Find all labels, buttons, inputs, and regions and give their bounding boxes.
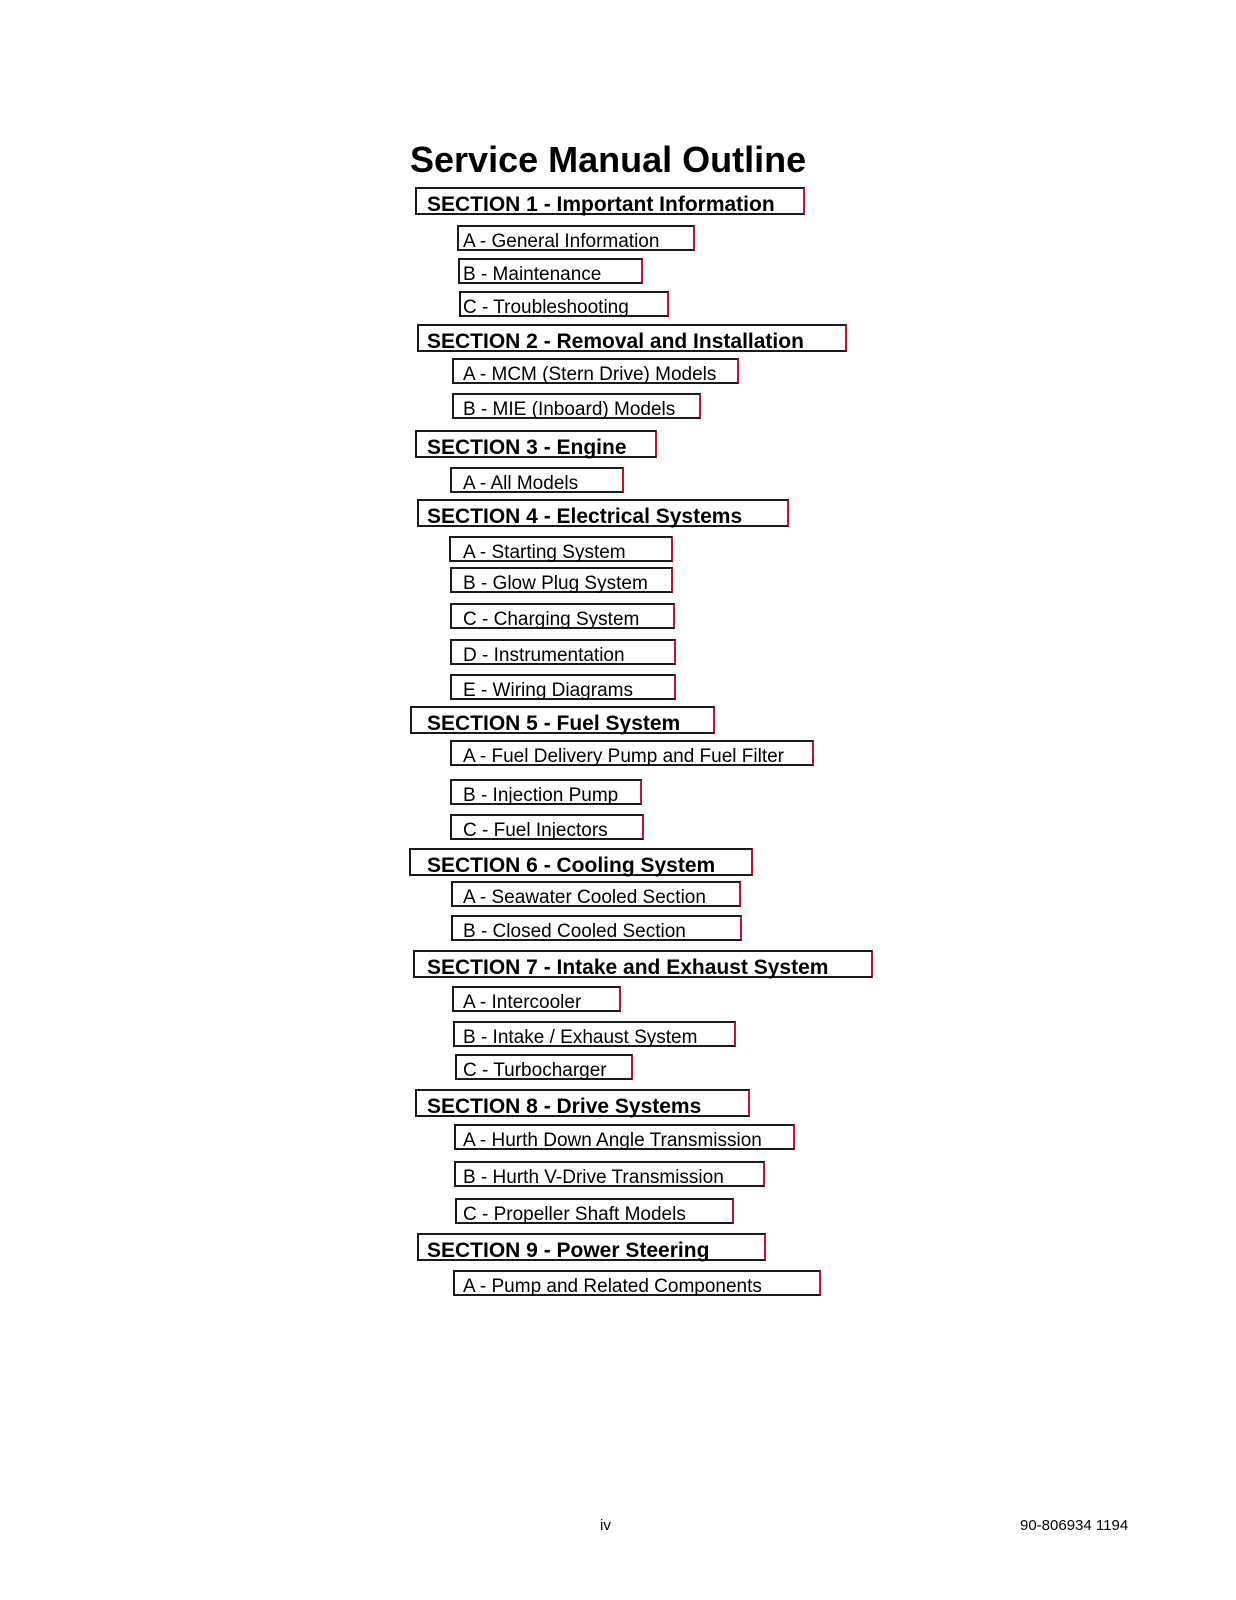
subsection-label: A - All Models	[463, 473, 579, 494]
section-label: SECTION 3 - Engine	[427, 436, 627, 459]
section-link-1[interactable]	[415, 187, 805, 215]
subsection-link[interactable]	[457, 225, 695, 251]
subsection-link[interactable]	[452, 986, 621, 1012]
subsection-label: B - Intake / Exhaust System	[463, 1027, 698, 1048]
subsection-link[interactable]	[450, 674, 676, 700]
section-link-5[interactable]	[410, 706, 715, 734]
section-link-2[interactable]	[417, 324, 847, 352]
subsection-label: A - Pump and Related Components	[463, 1276, 762, 1297]
subsection-label: B - Injection Pump	[463, 785, 619, 806]
subsection-label: A - Seawater Cooled Section	[463, 887, 706, 908]
subsection-label: B - Hurth V-Drive Transmission	[463, 1167, 724, 1188]
subsection-link[interactable]	[451, 881, 741, 907]
subsection-link[interactable]	[450, 603, 675, 629]
subsection-link[interactable]	[452, 393, 701, 419]
subsection-label: C - Turbocharger	[463, 1060, 607, 1081]
section-link-3[interactable]	[415, 430, 657, 458]
subsection-link[interactable]	[459, 291, 669, 317]
subsection-label: A - Hurth Down Angle Transmission	[463, 1130, 762, 1151]
subsection-label: B - MIE (Inboard) Models	[463, 399, 676, 420]
subsection-label: C - Charging System	[463, 609, 640, 630]
subsection-link[interactable]	[450, 567, 673, 593]
section-link-7[interactable]	[413, 950, 873, 978]
subsection-label: A - MCM (Stern Drive) Models	[463, 364, 717, 385]
subsection-label: B - Glow Plug System	[463, 573, 648, 594]
section-label: SECTION 8 - Drive Systems	[427, 1095, 702, 1118]
subsection-link[interactable]	[458, 258, 643, 284]
section-label: SECTION 6 - Cooling System	[427, 854, 716, 877]
section-link-9[interactable]	[417, 1233, 766, 1261]
section-label: SECTION 9 - Power Steering	[427, 1239, 710, 1262]
subsection-label: B - Maintenance	[463, 264, 602, 285]
subsection-label: C - Propeller Shaft Models	[463, 1204, 686, 1225]
document-number: 90-806934 1194	[1020, 1517, 1129, 1534]
section-link-4[interactable]	[417, 499, 789, 527]
section-label: SECTION 5 - Fuel System	[427, 712, 681, 735]
subsection-label: A - Starting System	[463, 542, 626, 563]
section-label: SECTION 2 - Removal and Installation	[427, 330, 804, 353]
subsection-label: A - Fuel Delivery Pump and Fuel Filter	[463, 746, 785, 767]
section-link-6[interactable]	[409, 848, 753, 876]
section-label: SECTION 1 - Important Information	[427, 193, 775, 216]
subsection-link[interactable]	[450, 639, 676, 665]
subsection-label: A - General Information	[463, 231, 660, 252]
subsection-link[interactable]	[455, 1054, 633, 1080]
section-label: SECTION 4 - Electrical Systems	[427, 505, 743, 528]
subsection-link[interactable]	[454, 1124, 795, 1150]
subsection-link[interactable]	[451, 915, 742, 941]
section-link-8[interactable]	[415, 1089, 750, 1117]
section-label: SECTION 7 - Intake and Exhaust System	[427, 956, 829, 979]
subsection-link[interactable]	[450, 740, 814, 766]
subsection-link[interactable]	[452, 358, 739, 384]
subsection-link[interactable]	[450, 814, 644, 840]
subsection-link[interactable]	[455, 1198, 734, 1224]
subsection-label: B - Closed Cooled Section	[463, 921, 686, 942]
subsection-label: D - Instrumentation	[463, 645, 625, 666]
subsection-link[interactable]	[449, 536, 673, 562]
subsection-link[interactable]	[453, 1021, 736, 1047]
subsection-label: E - Wiring Diagrams	[463, 680, 633, 701]
subsection-label: A - Intercooler	[463, 992, 582, 1013]
subsection-link[interactable]	[450, 779, 642, 805]
subsection-link[interactable]	[454, 1161, 765, 1187]
subsection-link[interactable]	[453, 1270, 821, 1296]
subsection-label: C - Troubleshooting	[463, 297, 629, 318]
page-title: Service Manual Outline	[410, 139, 807, 180]
subsection-link[interactable]	[450, 467, 624, 493]
subsection-label: C - Fuel Injectors	[463, 820, 608, 841]
page-number: iv	[600, 1517, 611, 1534]
